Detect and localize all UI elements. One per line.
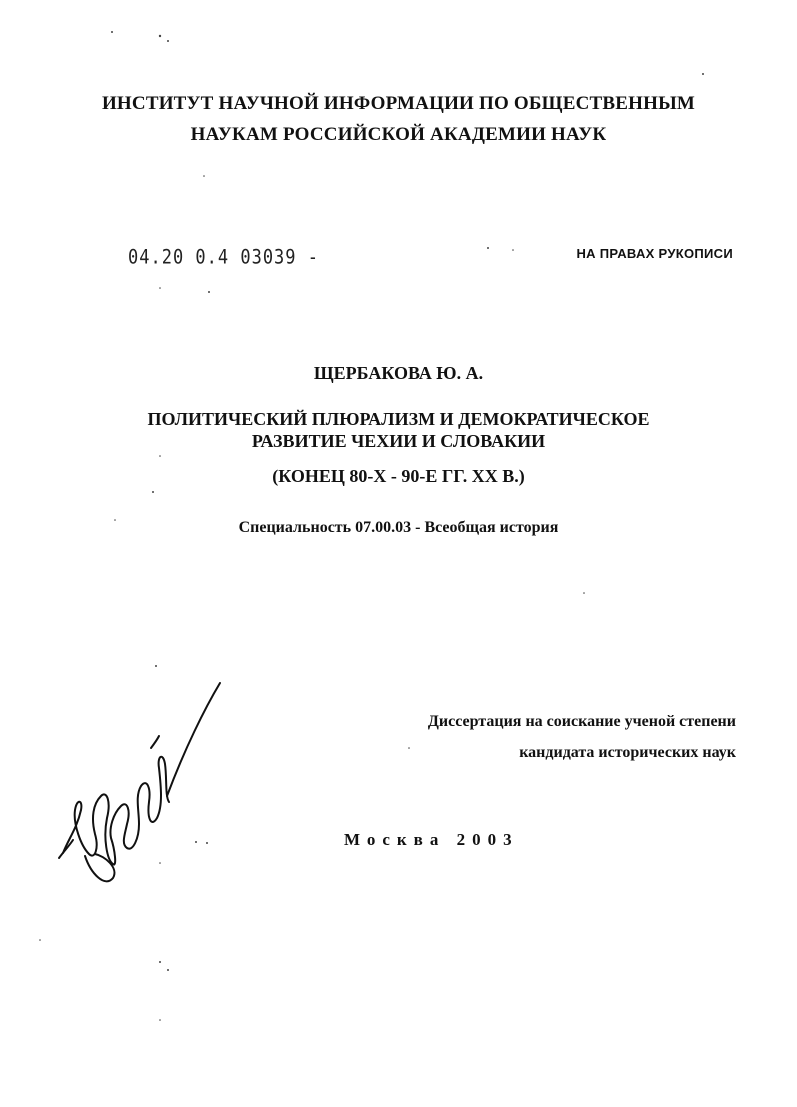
title-line-1: ПОЛИТИЧЕСКИЙ ПЛЮРАЛИЗМ И ДЕМОКРАТИЧЕСКОЕ: [147, 409, 650, 429]
dissertation-title: [0, 408, 797, 452]
rights-notice: НА ПРАВАХ РУКОПИСИ: [576, 246, 733, 261]
title-period: (КОНЕЦ 80-Х - 90-Е ГГ. XX В.): [272, 466, 525, 486]
degree-line-1: Диссертация на соискание ученой степени: [427, 713, 736, 730]
institute-line-1: ИНСТИТУТ НАУЧНОЙ ИНФОРМАЦИИ ПО ОБЩЕСТВЕННЫМ: [101, 93, 696, 114]
signature-tick-stroke: [59, 840, 73, 858]
signature-loop-stroke: [85, 854, 114, 881]
archive-stamp-number: 04.20 0.4 03039 -: [128, 246, 319, 269]
institute-header: [0, 88, 797, 150]
handwritten-signature: [55, 678, 230, 893]
degree-statement: [428, 706, 736, 768]
city-year: Москва 2003: [344, 830, 519, 849]
signature-scrawl-stroke: [63, 757, 169, 865]
signature-flourish-stroke: [167, 683, 220, 796]
specialty-line: Специальность 07.00.03 - Всеобщая история: [238, 519, 559, 536]
institute-line-2: НАУКАМ РОССИЙСКОЙ АКАДЕМИИ НАУК: [190, 124, 607, 145]
title-line-2: РАЗВИТИЕ ЧЕХИИ И СЛОВАКИИ: [251, 431, 546, 451]
signature-dash-stroke: [151, 736, 159, 748]
degree-line-2: кандидата исторических наук: [519, 744, 736, 761]
author-name: ЩЕРБАКОВА Ю. А.: [313, 363, 484, 383]
